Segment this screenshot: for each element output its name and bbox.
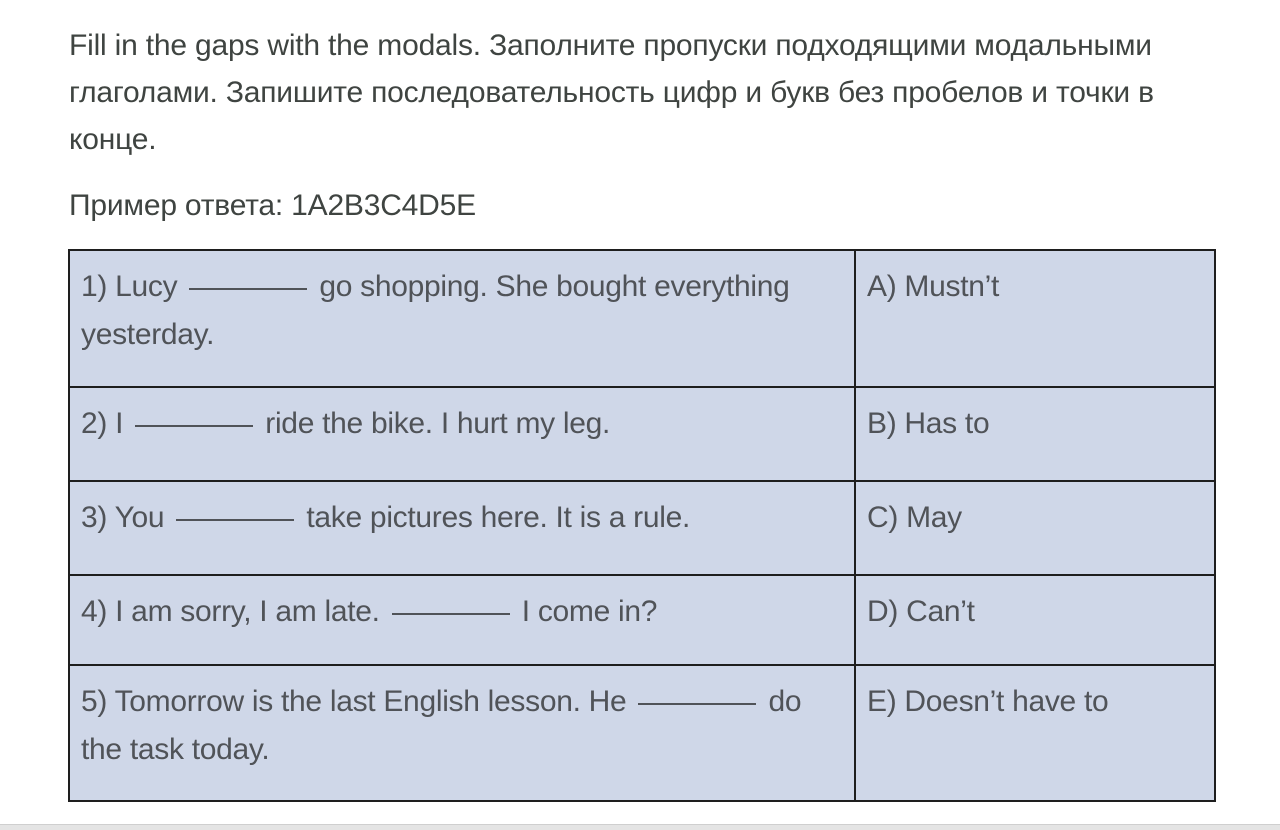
- sentence-start: 1) Lucy: [81, 270, 178, 303]
- option-cell: C) May: [855, 481, 1215, 575]
- sentence-end: I come in?: [521, 595, 658, 628]
- task-instructions: Fill in the gaps with the modals. Заполните пропуски подходящими модальными глаголами. Запишите последовательность цифр и букв без пробелов и точки в конце.: [69, 29, 1154, 156]
- sentence-end: go shopping. She bought everything yesterday.: [81, 270, 790, 351]
- gap-blank: [392, 613, 510, 615]
- sentence-cell: [69, 250, 855, 387]
- option-cell: A) Mustn’t: [855, 250, 1215, 387]
- sentence-cell: [69, 665, 855, 801]
- table-row: [69, 665, 1215, 801]
- answer-example: Пример ответа: 1A2B3C4D5E: [69, 189, 476, 222]
- sentence-cell: [69, 575, 855, 665]
- bottom-divider: [0, 824, 1280, 830]
- sentence-cell: [69, 481, 855, 575]
- sentence-start: 5) Tomorrow is the last English lesson. He: [81, 685, 627, 718]
- gap-blank: [135, 425, 253, 427]
- option-cell: E) Doesn’t have to: [855, 665, 1215, 801]
- sentence-cell: [69, 387, 855, 481]
- option-cell: D) Can’t: [855, 575, 1215, 665]
- table-row: [69, 575, 1215, 665]
- sentence-end: ride the bike. I hurt my leg.: [265, 407, 611, 440]
- sentence-end: do the task today.: [81, 685, 802, 766]
- gap-blank: [189, 288, 307, 290]
- table-row: [69, 250, 1215, 387]
- sentence-start: 3) You: [81, 501, 165, 534]
- table-row: [69, 481, 1215, 575]
- matching-table: [68, 249, 1216, 802]
- gap-blank: [638, 703, 756, 705]
- sentence-start: 4) I am sorry, I am late.: [81, 595, 380, 628]
- option-cell: B) Has to: [855, 387, 1215, 481]
- sentence-start: 2) I: [81, 407, 124, 440]
- table-row: [69, 387, 1215, 481]
- gap-blank: [176, 519, 294, 521]
- sentence-end: take pictures here. It is a rule.: [306, 501, 691, 534]
